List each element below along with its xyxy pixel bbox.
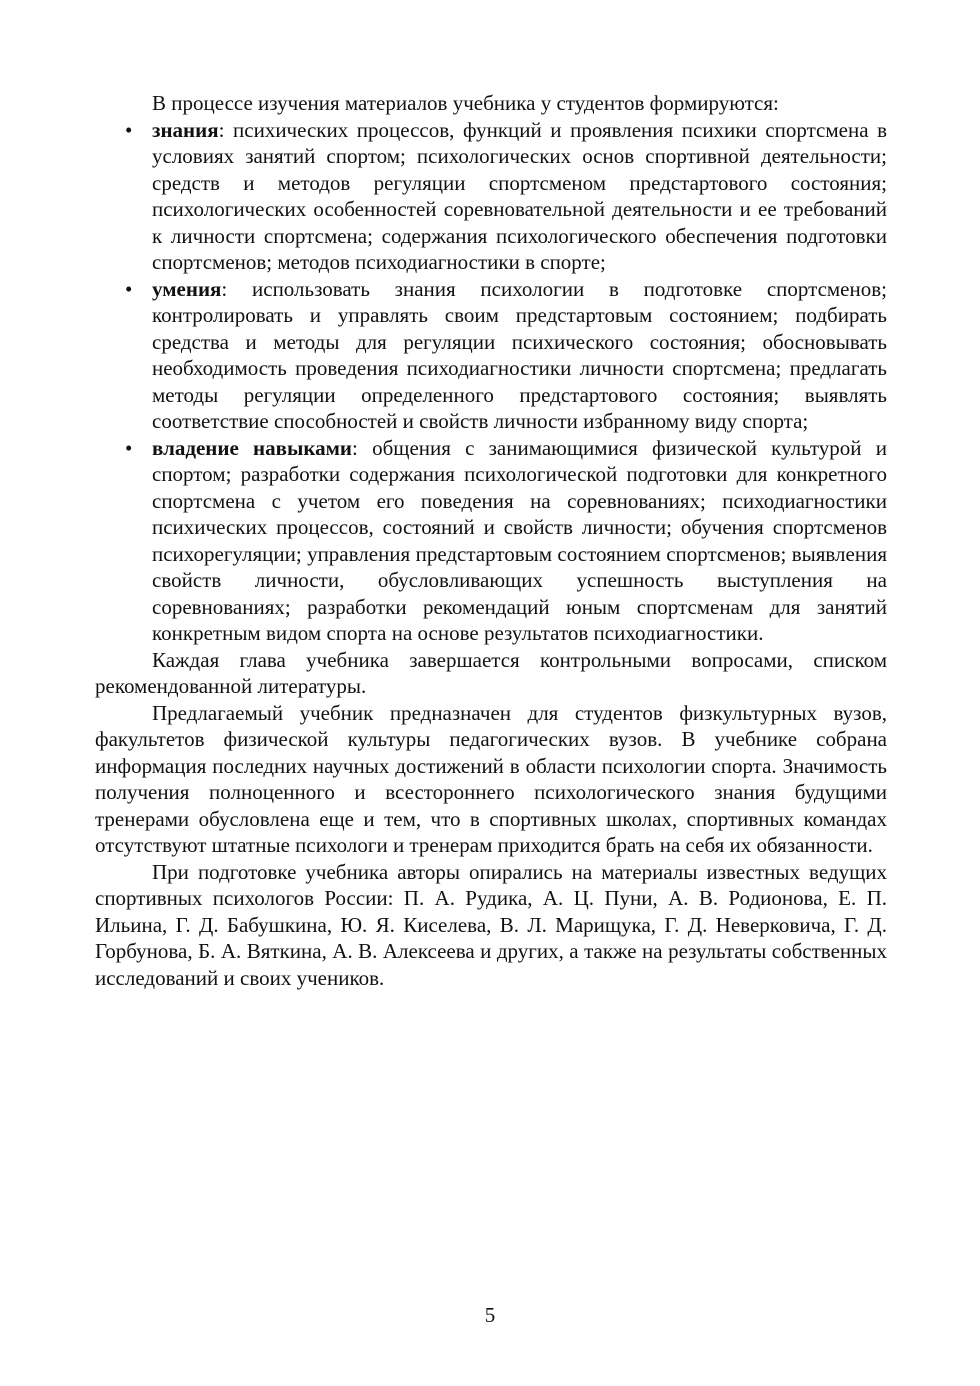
bullet-icon: • [125,117,133,142]
list-item-knowledge [95,117,887,276]
authors-paragraph: При подготовке учебника авторы опирались на материалы известных ведущих спортивных психологов России: П. А. Рудика, А. Ц. Пуни, А. В. Родионова, Е. П. Ильина, Г. Д. Бабушкина, Ю. Я. Киселева, В. Л. Марищука, Г. Д. Неверковича, Г. Д. Горбунова, Б. А. Вяткина, А. В. Алексеева и других, а также на результаты собственных исследований и своих учеников. [95,859,887,990]
list-text: : психических процессов, функций и проявления психики спортсмена в условиях занятий спортом; психологических основ спортивной деятельности; средств и методов регуляции спортсменом предстартового состояния; психологических особенностей соревновательной деятельности и ее требований к личности спортсмена; содержания психологического обеспечения подготовки спортсменов; методов психодиагностики в спорте; [152,117,887,274]
list-text: : общения с занимающимися физической культурой и спортом; разработки содержания психологической подготовки для конкретного спортсмена с учетом его поведения на соревнованиях; психодиагностики психических процессов, состояний и свойств личности; обучения спортсменов психорегуляции; управления предстартовым состоянием спортсменов; выявления свойств личности, обусловливающих успешность выступления на соревнованиях; разработки рекомендаций юным спортсменам для занятий конкретным видом спорта на основе результатов психодиагностики. [152,435,887,645]
purpose-paragraph: Предлагаемый учебник предназначен для студентов физкультурных вузов, факультетов физической культуры педагогических вузов. В учебнике собрана информация последних научных достижений в области психологии спорта. Значимость получения полноценного и всестороннего психологического знания будущими тренерами обусловлена еще и тем, что в спортивных школах, спортивных командах отсутствуют штатные психологи и тренерам приходится брать на себя их обязанности. [95,700,887,857]
list-item-abilities [95,435,887,647]
intro-paragraph: В процессе изучения материалов учебника у студентов формируются: [152,91,779,115]
list-term: умения [152,276,222,301]
bullet-icon: • [125,276,133,301]
competency-list [95,117,887,647]
page-body [95,90,887,991]
list-item-skills [95,276,887,435]
list-term: знания [152,117,219,142]
list-term: владение навыками [152,435,353,460]
chapters-paragraph: Каждая глава учебника завершается контрольными вопросами, списком рекомендованной литературы. [95,647,887,698]
page-number: 5 [484,1303,496,1327]
bullet-icon: • [125,435,133,460]
list-text: : использовать знания психологии в подготовке спортсменов; контролировать и управлять своим предстартовым состоянием; подбирать средства и методы для регуляции психического состояния; обосновывать необходимость проведения психодиагностики личности спортсмена; предлагать методы регуляции определенного предстартового состояния; выявлять соответствие способностей и свойств личности избранному виду спорта; [152,276,887,433]
